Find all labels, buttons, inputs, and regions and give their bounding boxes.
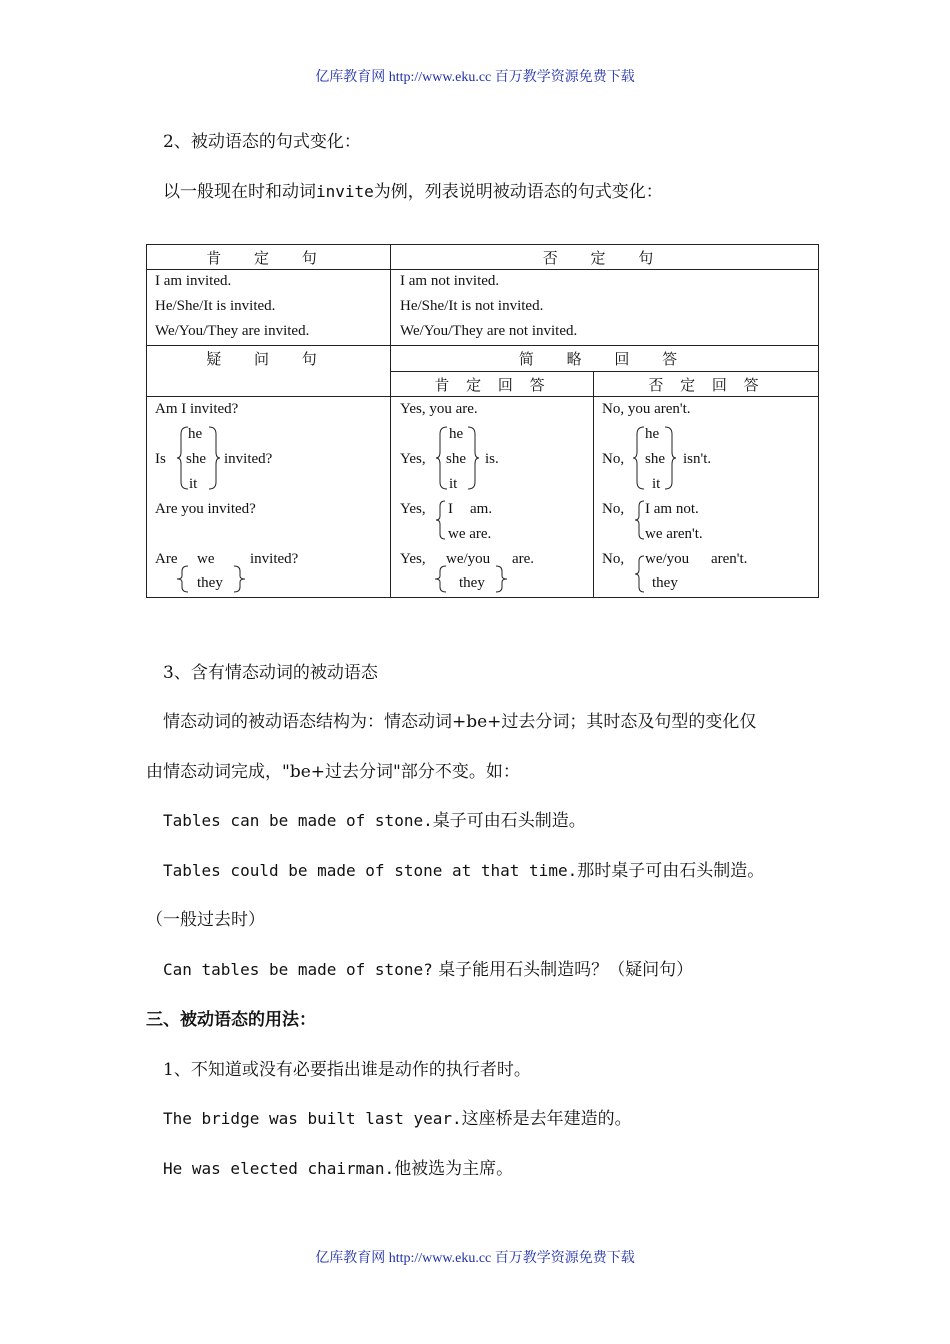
example-3-en: Can tables be made of stone? xyxy=(163,960,433,979)
short-answer-header: 简 略 回 答 xyxy=(518,350,692,368)
pos-are: are. xyxy=(512,551,535,567)
pos-am: am. xyxy=(470,501,493,517)
pos-answer-header: 肯 定 回 答 xyxy=(434,376,551,394)
neg-they: they xyxy=(652,575,678,591)
section2-intro xyxy=(163,177,663,202)
q-invited-2: invited? xyxy=(250,551,299,567)
pos-it: it xyxy=(449,476,458,492)
q-she: she xyxy=(186,451,206,467)
affirmative-header: 肯 定 句 xyxy=(206,249,331,267)
example-3 xyxy=(163,955,693,980)
neg-no-3: No, xyxy=(602,551,625,567)
example-4 xyxy=(163,1104,632,1129)
page-footer: 亿库教育网 http://www.eku.cc 百万教学资源免费下载 xyxy=(315,1251,635,1266)
example-5-zh: 他被选为主席。 xyxy=(394,1159,514,1179)
section2-title: 2、被动语态的句式变化： xyxy=(163,132,361,152)
example-5 xyxy=(163,1154,513,1179)
aff-row-2: He/She/It is invited. xyxy=(155,298,276,314)
intro-post: 为例，列表说明被动语态的句式变化： xyxy=(373,182,663,202)
section-iii-title: 三、被动语态的用法： xyxy=(146,1010,316,1030)
neg-ans-row-1: No, you aren't. xyxy=(602,401,691,417)
neg-isnt: isn't. xyxy=(683,451,712,467)
neg-row-3: We/You/They are not invited. xyxy=(400,323,578,339)
example-2-en: Tables could be made of stone at that time. xyxy=(163,861,578,880)
example-4-en: The bridge was built last year. xyxy=(163,1109,462,1128)
neg-row-1: I am not invited. xyxy=(400,273,500,289)
pos-i: I xyxy=(448,501,453,517)
section3-paragraph-line2: 由情态动词完成，"be+过去分词"部分不变。如： xyxy=(146,762,520,782)
example-1-en: Tables can be made of stone. xyxy=(163,811,433,830)
pos-weare: we are. xyxy=(448,526,492,542)
pos-yes-2: Yes, xyxy=(400,501,426,517)
example-3-zh: 桌子能用石头制造吗？（疑问句） xyxy=(432,960,694,980)
q-row-1: Am I invited? xyxy=(155,401,239,417)
pos-they: they xyxy=(459,575,485,591)
pos-is: is. xyxy=(485,451,499,467)
q-it: it xyxy=(189,476,198,492)
intro-word: invite xyxy=(316,182,374,201)
neg-answer-header: 否 定 回 答 xyxy=(648,376,765,394)
right-brace-icon xyxy=(663,426,677,490)
neg-she: she xyxy=(645,451,665,467)
aff-row-1: I am invited. xyxy=(155,273,232,289)
neg-iamnot: I am not. xyxy=(645,501,699,517)
example-1-zh: 桌子可由石头制造。 xyxy=(432,811,586,831)
q-are: Are xyxy=(155,551,178,567)
left-brace-icon xyxy=(434,565,448,593)
pos-yes-1: Yes, xyxy=(400,451,426,467)
neg-no-2: No, xyxy=(602,501,625,517)
left-brace-icon xyxy=(632,426,646,490)
example-2-note: （一般过去时） xyxy=(146,910,265,930)
pos-weyou: we/you xyxy=(446,551,491,567)
pos-row-1: Yes, you are. xyxy=(400,401,478,417)
neg-arent: aren't. xyxy=(711,551,748,567)
left-brace-icon xyxy=(435,500,447,540)
example-2-zh: 那时桌子可由石头制造。 xyxy=(577,861,765,881)
q-they: they xyxy=(197,575,223,591)
aff-row-3: We/You/They are invited. xyxy=(155,323,310,339)
example-1 xyxy=(163,806,586,831)
page-header: 亿库教育网 http://www.eku.cc 百万教学资源免费下载 xyxy=(315,70,635,85)
neg-no-1: No, xyxy=(602,451,625,467)
q-we: we xyxy=(197,551,215,567)
left-brace-icon xyxy=(176,565,190,593)
q-invited: invited? xyxy=(224,451,273,467)
neg-weyou: we/you xyxy=(645,551,690,567)
pos-he: he xyxy=(449,426,464,442)
pos-yes-3: Yes, xyxy=(400,551,426,567)
section3-paragraph-line1: 情态动词的被动语态结构为：情态动词+be+过去分词；其时态及句型的变化仅 xyxy=(163,712,757,732)
neg-he: he xyxy=(645,426,660,442)
usage-1: 1、不知道或没有必要指出谁是动作的执行者时。 xyxy=(163,1060,531,1080)
q-is: Is xyxy=(155,451,166,467)
example-2 xyxy=(163,856,764,881)
intro-pre: 以一般现在时和动词 xyxy=(163,182,316,202)
question-header: 疑 问 句 xyxy=(206,350,331,368)
right-brace-icon xyxy=(466,426,480,490)
right-brace-icon xyxy=(207,426,221,490)
right-brace-icon xyxy=(232,565,246,593)
q-he: he xyxy=(188,426,203,442)
pos-she: she xyxy=(446,451,466,467)
section3-title: 3、含有情态动词的被动语态 xyxy=(163,663,378,683)
neg-it: it xyxy=(652,476,661,492)
neg-wearent: we aren't. xyxy=(645,526,703,542)
neg-row-2: He/She/It is not invited. xyxy=(400,298,544,314)
negative-header: 否 定 句 xyxy=(542,249,668,267)
example-5-en: He was elected chairman. xyxy=(163,1159,395,1178)
right-brace-icon xyxy=(494,565,508,593)
example-4-zh: 这座桥是去年建造的。 xyxy=(461,1109,632,1129)
q-row-3: Are you invited? xyxy=(155,501,256,517)
